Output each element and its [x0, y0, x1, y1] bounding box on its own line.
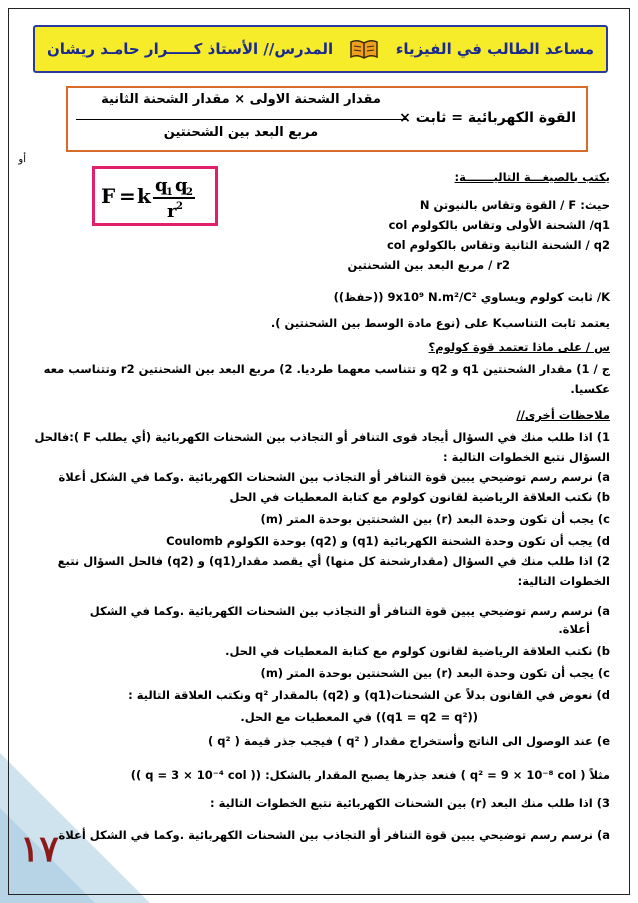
- k-dependency-note: يعتمد ثابت التناسبK على (نوع مادة الوسط بين الشحنتين ).: [270, 316, 610, 330]
- svg-text:=: =: [119, 184, 136, 208]
- header-title: مساعد الطالب في الفيزياء: [395, 40, 594, 58]
- svg-text:2: 2: [186, 187, 193, 198]
- note1-step-a: a) نرسم رسم توضيحي يبين قوة التنافر أو التجاذب بين الشحنات الكهربائية .وكما في الشكل أعلاة: [58, 470, 610, 484]
- note2-step-a: a) نرسم رسم توضيحي يبين قوة التنافر أو التجاذب بين الشحنات الكهربائية .وكما في الشكل: [89, 604, 610, 618]
- notes-title: ملاحظات أخرى//: [516, 408, 610, 422]
- answer-line-2: عكسيا.: [570, 382, 610, 396]
- or-label: أو: [18, 154, 26, 165]
- note2-line-1: 2) اذا طلب منك في السؤال (مقدارشحنة كل منها) أي يقصد مقدار(q1) و (q2) فالحل السؤال نتبع: [57, 554, 610, 568]
- word-formula-numerator: مقدار الشحنة الاولى × مقدار الشحنة الثانية: [101, 92, 381, 107]
- definition-q1: q1/ الشحنة الأولى وتقاس بالكولوم col: [388, 218, 610, 232]
- note1-line-2: السؤال نتبع الخطوات التالية :: [443, 450, 610, 464]
- fraction-line: [76, 119, 406, 120]
- note2-step-e: e) عند الوصول الى الناتج وأستخراج مقدار ( q² ) فيجب جذر قيمة ( q² ): [208, 734, 610, 748]
- header-teacher: المدرس// الأستاذ كـــــرار حامـد ريشان: [47, 40, 334, 58]
- header-banner: [33, 25, 608, 73]
- word-formula-denominator: مربع البعد بين الشحنتين: [163, 125, 319, 140]
- formula-q2: q: [175, 175, 188, 196]
- formula-label: يكتب بالصيغـــة التاليـــــــة:: [454, 170, 610, 184]
- note2-step-d-cont: ((q1 = q2 = q²)) في المعطيات مع الحل.: [240, 710, 478, 724]
- note1-step-d: d) يجب أن تكون وحدة الشحنة الكهربائية (q1) و (q2) بوحدة الكولوم Coulomb: [166, 534, 610, 548]
- definition-k: K/ ثابت كولوم ويساوي 9x10⁹ N.m²/C² ((حفظ)): [333, 290, 610, 304]
- formula-F: F: [101, 184, 116, 208]
- formula-r: r: [167, 201, 177, 222]
- note3-step-a: a) نرسم رسم توضيحي يبين قوة التنافر أو التجاذب بين الشحنات الكهربائية .وكما في الشكل أعلاة: [58, 828, 610, 842]
- svg-text:2: 2: [176, 201, 183, 212]
- note1-step-c: c) يجب أن تكون وحدة البعد (r) بين الشحنتين بوحدة المتر (m): [260, 512, 610, 526]
- note3-line-1: 3) اذا طلب منك البعد (r) بين الشحنات الكهربائية نتبع الخطوات التالية :: [210, 796, 610, 810]
- coulomb-formula: [95, 169, 215, 223]
- note2-line-2: الخطوات التالية:: [517, 574, 610, 588]
- coulomb-formula-box: [92, 166, 218, 226]
- note2-step-c: c) يجب أن تكون وحدة البعد (r) بين الشحنتين بوحدة المتر (m): [260, 666, 610, 680]
- formula-q1: q: [155, 175, 168, 196]
- question-coulomb: س / على ماذا تعتمد قوة كولوم؟: [428, 340, 610, 354]
- note1-line-1: 1) اذا طلب منك في السؤال أيجاد قوى التنافر أو التجاذب بين الشحنات الكهربائية (أي يطلب F ):فالحل: [34, 430, 610, 444]
- definition-q2: q2 / الشحنة الثانية وتقاس بالكولوم col: [386, 238, 610, 252]
- page-number: ١٧: [20, 828, 59, 870]
- formula-k: k: [137, 184, 151, 208]
- definition-force: حيث: F / القوة وتقاس بالنيوتن N: [419, 198, 610, 212]
- svg-text:1: 1: [166, 187, 173, 198]
- open-book-icon: [349, 38, 379, 60]
- word-formula-lhs: القوة الكهربائية = ثابت ×: [399, 110, 576, 126]
- word-formula-box: [66, 86, 588, 152]
- note2-step-d: d) نعوض في القانون بدلاً عن الشحنات(q1) و (q2) بالمقدار q² ونكتب العلاقة التالية :: [128, 688, 610, 702]
- note2-step-b: b) نكتب العلاقة الرياضية لقانون كولوم مع كتابة المعطيات في الحل.: [225, 644, 610, 658]
- note2-step-a-cont: أعلاة.: [558, 622, 590, 636]
- answer-line-1: ج / 1) مقدار الشحنتين q1 و q2 و تتناسب معهما طرديا. 2) مربع البعد بين الشحنتين r2 وتتناسب معه: [43, 362, 610, 376]
- definition-r2: r2 / مربع البعد بين الشحنتين: [347, 258, 510, 272]
- example-line: مثلاً ( q² = 9 × 10⁻⁸ col ) فنعد جذرها يصبح المقدار بالشكل: (( q = 3 × 10⁻⁴ col )): [130, 768, 610, 782]
- note1-step-b: b) نكتب العلاقة الرياضية لقانون كولوم مع كتابة المعطيات في الحل: [229, 490, 610, 504]
